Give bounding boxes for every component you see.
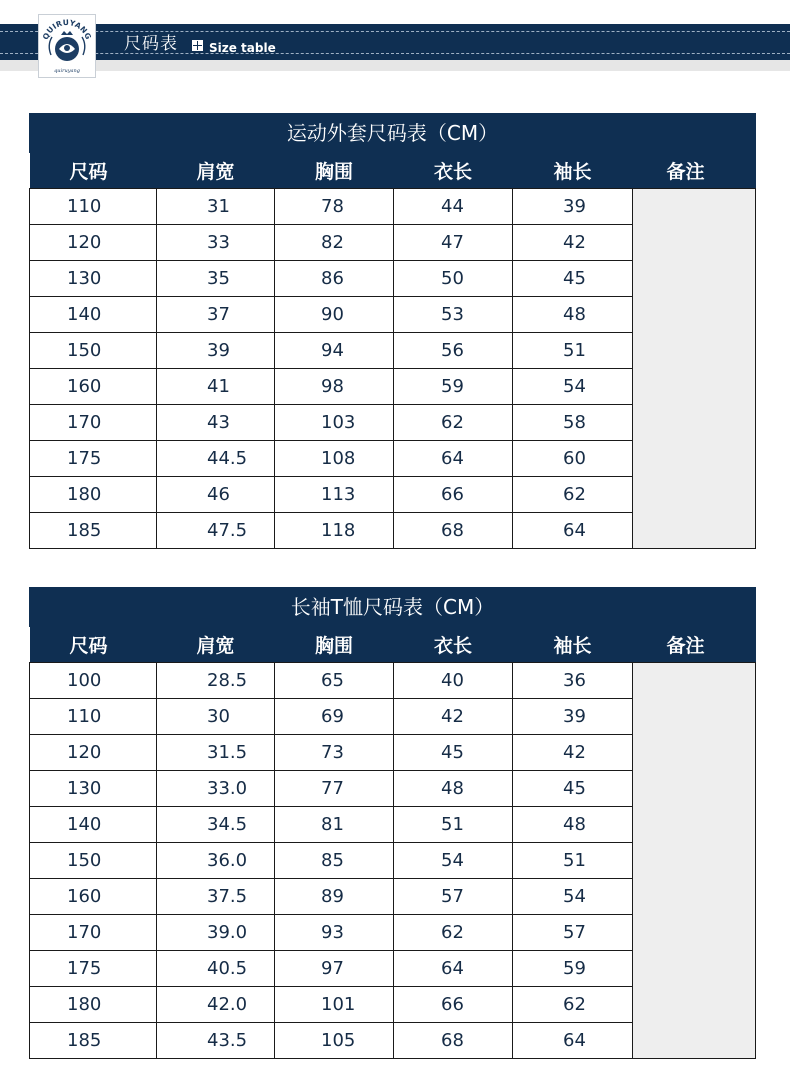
length-cell: 47 <box>394 225 513 261</box>
size-cell: 175 <box>30 441 157 477</box>
logo-text: QUIRUYANG <box>40 17 94 41</box>
column-header-shoulder: 肩宽 <box>157 627 275 663</box>
column-header-note: 备注 <box>633 627 756 663</box>
size-cell: 160 <box>30 369 157 405</box>
chest-cell: 65 <box>275 663 394 699</box>
note-cell <box>633 189 756 549</box>
sleeve-cell: 39 <box>513 699 633 735</box>
table-row <box>30 189 756 225</box>
shoulder-cell: 31.5 <box>157 735 275 771</box>
column-header-shoulder: 肩宽 <box>157 153 275 189</box>
sleeve-cell: 39 <box>513 189 633 225</box>
size-cell: 100 <box>30 663 157 699</box>
chest-cell: 101 <box>275 987 394 1023</box>
shoulder-cell: 37 <box>157 297 275 333</box>
length-cell: 59 <box>394 369 513 405</box>
sleeve-cell: 48 <box>513 807 633 843</box>
length-cell: 66 <box>394 477 513 513</box>
chest-cell: 103 <box>275 405 394 441</box>
shoulder-cell: 33 <box>157 225 275 261</box>
chest-cell: 105 <box>275 1023 394 1059</box>
banner-stitch-bottom <box>0 53 790 54</box>
chest-cell: 108 <box>275 441 394 477</box>
shoulder-cell: 35 <box>157 261 275 297</box>
length-cell: 53 <box>394 297 513 333</box>
chest-cell: 89 <box>275 879 394 915</box>
shoulder-cell: 33.0 <box>157 771 275 807</box>
chest-cell: 118 <box>275 513 394 549</box>
column-header-note: 备注 <box>633 153 756 189</box>
sleeve-cell: 45 <box>513 261 633 297</box>
size-cell: 170 <box>30 405 157 441</box>
chest-cell: 98 <box>275 369 394 405</box>
size-cell: 180 <box>30 477 157 513</box>
length-cell: 68 <box>394 513 513 549</box>
length-cell: 66 <box>394 987 513 1023</box>
shoulder-cell: 43 <box>157 405 275 441</box>
banner-shadow-strip <box>0 60 790 71</box>
shoulder-cell: 39.0 <box>157 915 275 951</box>
size-cell: 150 <box>30 333 157 369</box>
sleeve-cell: 51 <box>513 333 633 369</box>
chest-cell: 73 <box>275 735 394 771</box>
sleeve-cell: 42 <box>513 735 633 771</box>
length-cell: 68 <box>394 1023 513 1059</box>
chest-cell: 90 <box>275 297 394 333</box>
table-body <box>30 663 756 1059</box>
chest-cell: 82 <box>275 225 394 261</box>
sleeve-cell: 51 <box>513 843 633 879</box>
size-cell: 120 <box>30 735 157 771</box>
column-header-size: 尺码 <box>30 153 157 189</box>
shoulder-cell: 34.5 <box>157 807 275 843</box>
column-header-chest: 胸围 <box>275 627 394 663</box>
size-cell: 185 <box>30 513 157 549</box>
chest-cell: 69 <box>275 699 394 735</box>
length-cell: 44 <box>394 189 513 225</box>
size-cell: 120 <box>30 225 157 261</box>
length-cell: 57 <box>394 879 513 915</box>
size-cell: 110 <box>30 699 157 735</box>
sleeve-cell: 48 <box>513 297 633 333</box>
header-banner <box>0 24 790 60</box>
shoulder-cell: 40.5 <box>157 951 275 987</box>
size-cell: 160 <box>30 879 157 915</box>
sleeve-cell: 36 <box>513 663 633 699</box>
shoulder-cell: 28.5 <box>157 663 275 699</box>
size-cell: 175 <box>30 951 157 987</box>
shoulder-cell: 42.0 <box>157 987 275 1023</box>
chest-cell: 81 <box>275 807 394 843</box>
size-cell: 130 <box>30 771 157 807</box>
page-subtitle: Size table <box>209 41 276 55</box>
table-header-row <box>30 153 756 189</box>
shoulder-cell: 31 <box>157 189 275 225</box>
size-cell: 140 <box>30 297 157 333</box>
shoulder-cell: 47.5 <box>157 513 275 549</box>
chest-cell: 85 <box>275 843 394 879</box>
brand-logo <box>38 14 96 78</box>
table-row <box>30 663 756 699</box>
shoulder-cell: 46 <box>157 477 275 513</box>
size-cell: 130 <box>30 261 157 297</box>
length-cell: 42 <box>394 699 513 735</box>
sleeve-cell: 64 <box>513 513 633 549</box>
chest-cell: 77 <box>275 771 394 807</box>
column-header-chest: 胸围 <box>275 153 394 189</box>
size-table-longsleeve-tee <box>29 587 756 1059</box>
shoulder-cell: 43.5 <box>157 1023 275 1059</box>
chest-cell: 93 <box>275 915 394 951</box>
table-header-row <box>30 627 756 663</box>
length-cell: 62 <box>394 405 513 441</box>
length-cell: 50 <box>394 261 513 297</box>
shoulder-cell: 44.5 <box>157 441 275 477</box>
sleeve-cell: 57 <box>513 915 633 951</box>
chest-cell: 113 <box>275 477 394 513</box>
shoulder-cell: 37.5 <box>157 879 275 915</box>
size-cell: 150 <box>30 843 157 879</box>
shoulder-cell: 30 <box>157 699 275 735</box>
chest-cell: 78 <box>275 189 394 225</box>
page-title: 尺码表 <box>124 34 178 54</box>
chest-cell: 86 <box>275 261 394 297</box>
shoulder-cell: 41 <box>157 369 275 405</box>
length-cell: 51 <box>394 807 513 843</box>
note-cell <box>633 663 756 1059</box>
table-title: 运动外套尺码表（CM） <box>29 113 756 153</box>
shoulder-cell: 36.0 <box>157 843 275 879</box>
size-cell: 110 <box>30 189 157 225</box>
length-cell: 62 <box>394 915 513 951</box>
chest-cell: 97 <box>275 951 394 987</box>
column-header-sleeve: 袖长 <box>513 153 633 189</box>
length-cell: 48 <box>394 771 513 807</box>
sleeve-cell: 54 <box>513 369 633 405</box>
size-cell: 185 <box>30 1023 157 1059</box>
logo-subtext: quiruyang <box>54 68 80 74</box>
length-cell: 54 <box>394 843 513 879</box>
length-cell: 64 <box>394 951 513 987</box>
sleeve-cell: 62 <box>513 477 633 513</box>
length-cell: 45 <box>394 735 513 771</box>
column-header-length: 衣长 <box>394 627 513 663</box>
size-table-jacket <box>29 113 756 549</box>
table-title: 长袖T恤尺码表（CM） <box>29 587 756 627</box>
sleeve-cell: 60 <box>513 441 633 477</box>
shoulder-cell: 39 <box>157 333 275 369</box>
banner-stitch-top <box>0 31 790 32</box>
column-header-size: 尺码 <box>30 627 157 663</box>
sleeve-cell: 59 <box>513 951 633 987</box>
sleeve-cell: 45 <box>513 771 633 807</box>
size-cell: 180 <box>30 987 157 1023</box>
sleeve-cell: 62 <box>513 987 633 1023</box>
sleeve-cell: 64 <box>513 1023 633 1059</box>
column-header-length: 衣长 <box>394 153 513 189</box>
column-header-sleeve: 袖长 <box>513 627 633 663</box>
length-cell: 40 <box>394 663 513 699</box>
length-cell: 56 <box>394 333 513 369</box>
chest-cell: 94 <box>275 333 394 369</box>
sleeve-cell: 54 <box>513 879 633 915</box>
size-cell: 170 <box>30 915 157 951</box>
plus-icon <box>192 40 203 51</box>
sleeve-cell: 42 <box>513 225 633 261</box>
sleeve-cell: 58 <box>513 405 633 441</box>
size-cell: 140 <box>30 807 157 843</box>
length-cell: 64 <box>394 441 513 477</box>
table-body <box>30 189 756 549</box>
